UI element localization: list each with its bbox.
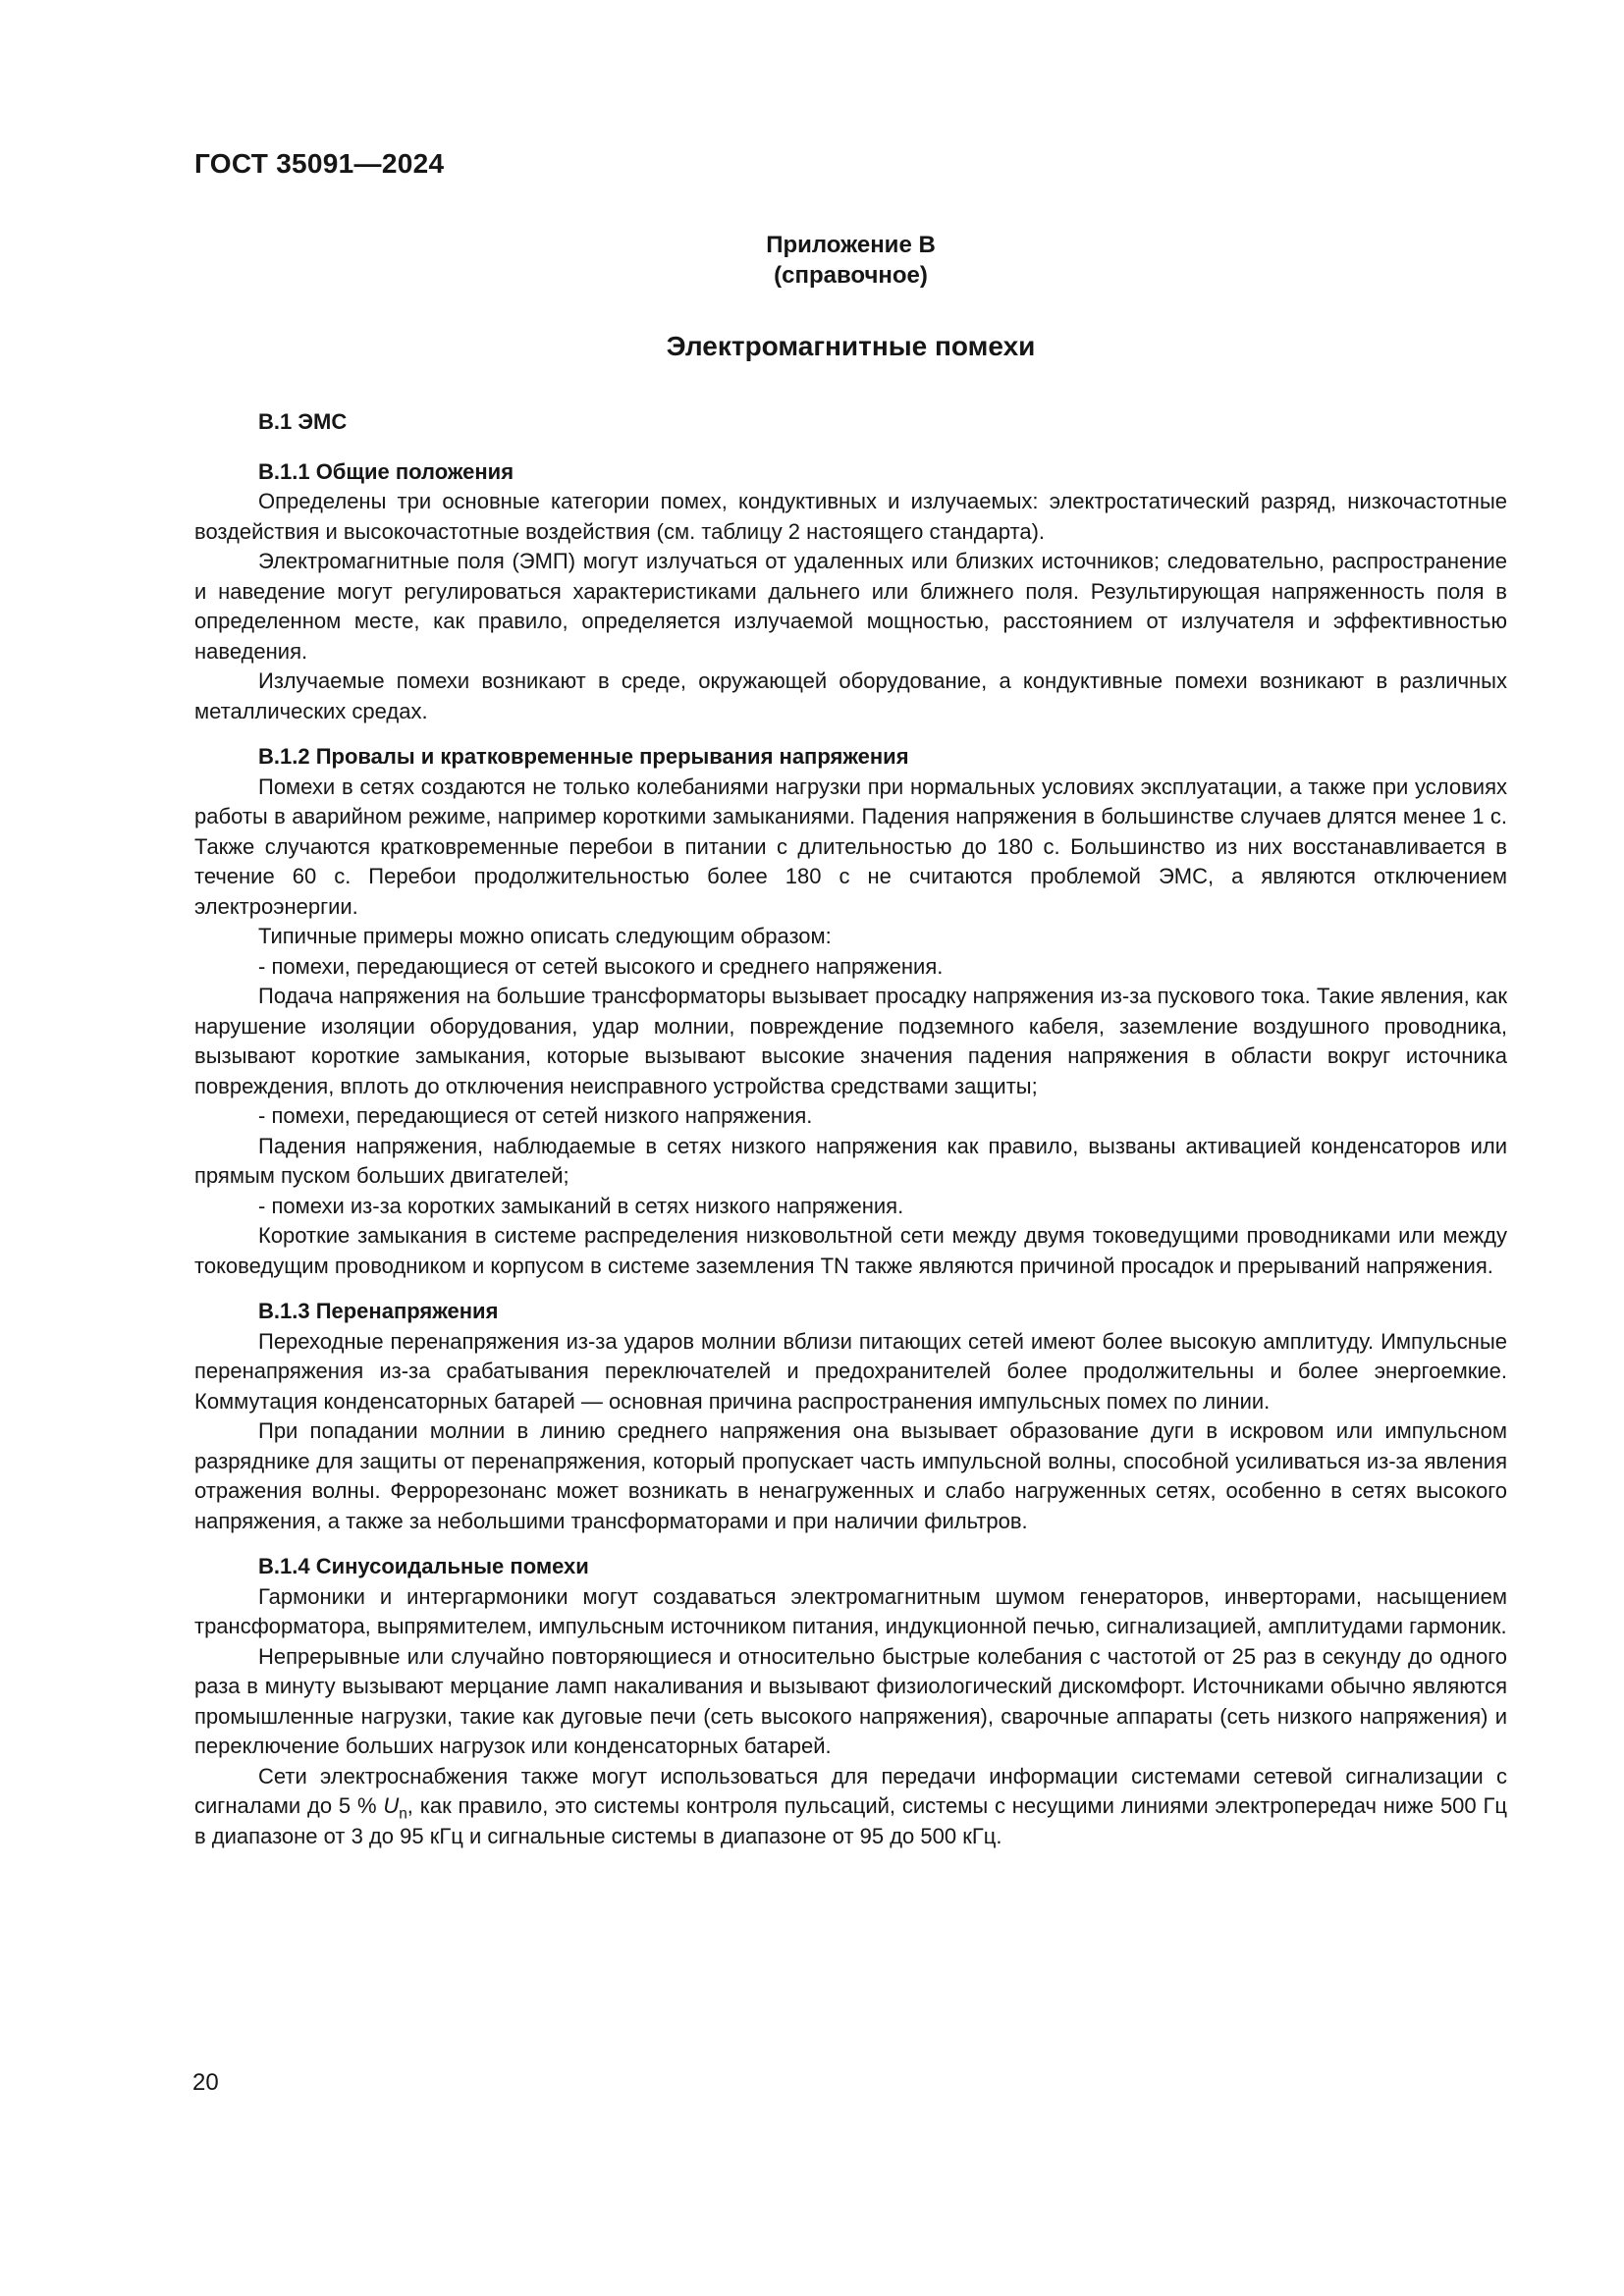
paragraph: Излучаемые помехи возникают в среде, окружающей оборудование, а кондуктивные помехи возникают в различных металлических средах.: [194, 668, 1507, 723]
section: [194, 1552, 1507, 1851]
variable-symbol: U: [383, 1793, 400, 1818]
section-heading: В.1 ЭМС: [258, 409, 348, 434]
appendix-title: Электромагнитные помехи: [666, 331, 1036, 361]
paragraph: Типичные примеры можно описать следующим образом:: [258, 924, 832, 948]
section: [194, 1297, 1507, 1536]
sections: [194, 407, 1507, 1851]
paragraph: Подача напряжения на большие трансформаторы вызывает просадку напряжения из-за пускового тока. Такие явления, как нарушение изоляции оборудования, удар молнии, повреждение подземного кабеля, заземление воздушного проводника, вызывают короткие замыкания, которые вызывают высокие значения падения напряжения в области вокруг источника повреждения, вплоть до отключения неисправного устройства средствами защиты;: [194, 984, 1507, 1098]
paragraph: При попадании молнии в линию среднего напряжения она вызывает образование дуги в искровом или импульсном разряднике для защиты от перенапряжения, который пропускает часть импульсной волны, способной усиливаться из-за явления отражения волны. Феррорезонанс может возникать в ненагруженных и слабо нагруженных сетях, особенно в сетях высокого напряжения, а также за небольшими трансформаторами и при наличии фильтров.: [194, 1418, 1507, 1533]
paragraph: Непрерывные или случайно повторяющиеся и относительно быстрые колебания с частотой от 25 раз в секунду до одного раза в минуту вызывают мерцание ламп накаливания и вызывают физиологический дискомфорт. Источниками обычно являются промышленные нагрузки, такие как дуговые печи (сеть высокого напряжения), сварочные аппараты (сеть низкого напряжения) и переключение больших нагрузок или конденсаторных батарей.: [194, 1643, 1507, 1758]
appendix-note: (справочное): [774, 262, 928, 289]
section: [194, 407, 1507, 438]
paragraph: Электромагнитные поля (ЭМП) могут излучаться от удаленных или близких источников; следовательно, распространение и наведение могут регулироваться характеристиками дальнего или ближнего поля. Результирующая напряженность поля в определенном месте, как правило, определяется излучаемой мощностью, расстоянием от излучателя и эффективностью наведения.: [194, 549, 1507, 664]
page-number: 20: [192, 2069, 219, 2096]
paragraph: - помехи, передающиеся от сетей низкого напряжения.: [258, 1103, 813, 1128]
paragraph: Определены три основные категории помех, кондуктивных и излучаемых: электростатический разряд, низкочастотные воздействия и высокочастотные воздействия (см. таблицу 2 настоящего стандарта).: [194, 489, 1507, 544]
section-heading: В.1.1 Общие положения: [258, 458, 514, 484]
section-heading: В.1.4 Синусоидальные помехи: [258, 1554, 589, 1578]
paragraph: Помехи в сетях создаются не только колебаниями нагрузки при нормальных условиях эксплуатации, а также при условиях работы в аварийном режиме, например короткими замыканиями. Падения напряжения в большинстве случаев длятся менее 1 с. Также случаются кратковременные перебои в питании с длительностью до 180 с. Большинство из них восстанавливается в течение 60 с. Перебои продолжительностью более 180 с не считаются проблемой ЭМС, а являются отключением электроэнергии.: [194, 774, 1507, 919]
variable-subscript: n: [399, 1805, 407, 1823]
paragraph: Переходные перенапряжения из-за ударов молнии вблизи питающих сетей имеют более высокую амплитуду. Импульсные перенапряжения из-за срабатывания переключателей и предохранителей более продолжительны и более энергоемкие. Коммутация конденсаторных батарей — основная причина распространения импульсных помех по линии.: [194, 1328, 1507, 1414]
page-content: [194, 149, 1507, 1851]
section: [194, 742, 1507, 1281]
paragraph: - помехи, передающиеся от сетей высокого и среднего напряжения.: [258, 953, 944, 979]
appendix-label: Приложение В: [766, 232, 936, 258]
document-code-header: ГОСТ 35091—2024: [194, 148, 445, 179]
paragraph: Гармоники и интергармоники могут создаваться электромагнитным шумом генераторов, инверторами, насыщением трансформатора, выпрямителем, импульсным источником питания, индукционной печью, сигнализацией, амплитудами гармоник.: [194, 1583, 1507, 1638]
paragraph: - помехи из-за коротких замыканий в сетях низкого напряжения.: [258, 1193, 904, 1218]
section: [194, 457, 1507, 727]
section-heading: В.1.3 Перенапряжения: [258, 1299, 499, 1323]
paragraph: Короткие замыкания в системе распределения низковольтной сети между двумя токоведущими проводниками или между токоведущим проводником и корпусом в системе заземления TN также являются причиной просадок и прерываний напряжения.: [194, 1223, 1507, 1278]
section-heading: В.1.2 Провалы и кратковременные прерывания напряжения: [258, 744, 909, 769]
paragraph: Сети электроснабжения также могут использоваться для передачи информации системами сетевой сигнализации с сигналами до 5 % $U_n$, как правило, это системы контроля пульсаций, системы с несущими линиями электропередач ниже 500 Гц в диапазоне от 3 до 95 кГц и сигнальные системы в диапазоне от 95 до 500 кГц.: [194, 1763, 1507, 1848]
appendix-title-block: [194, 230, 1507, 363]
paragraph: Падения напряжения, наблюдаемые в сетях низкого напряжения как правило, вызваны активацией конденсаторов или прямым пуском больших двигателей;: [194, 1133, 1507, 1188]
